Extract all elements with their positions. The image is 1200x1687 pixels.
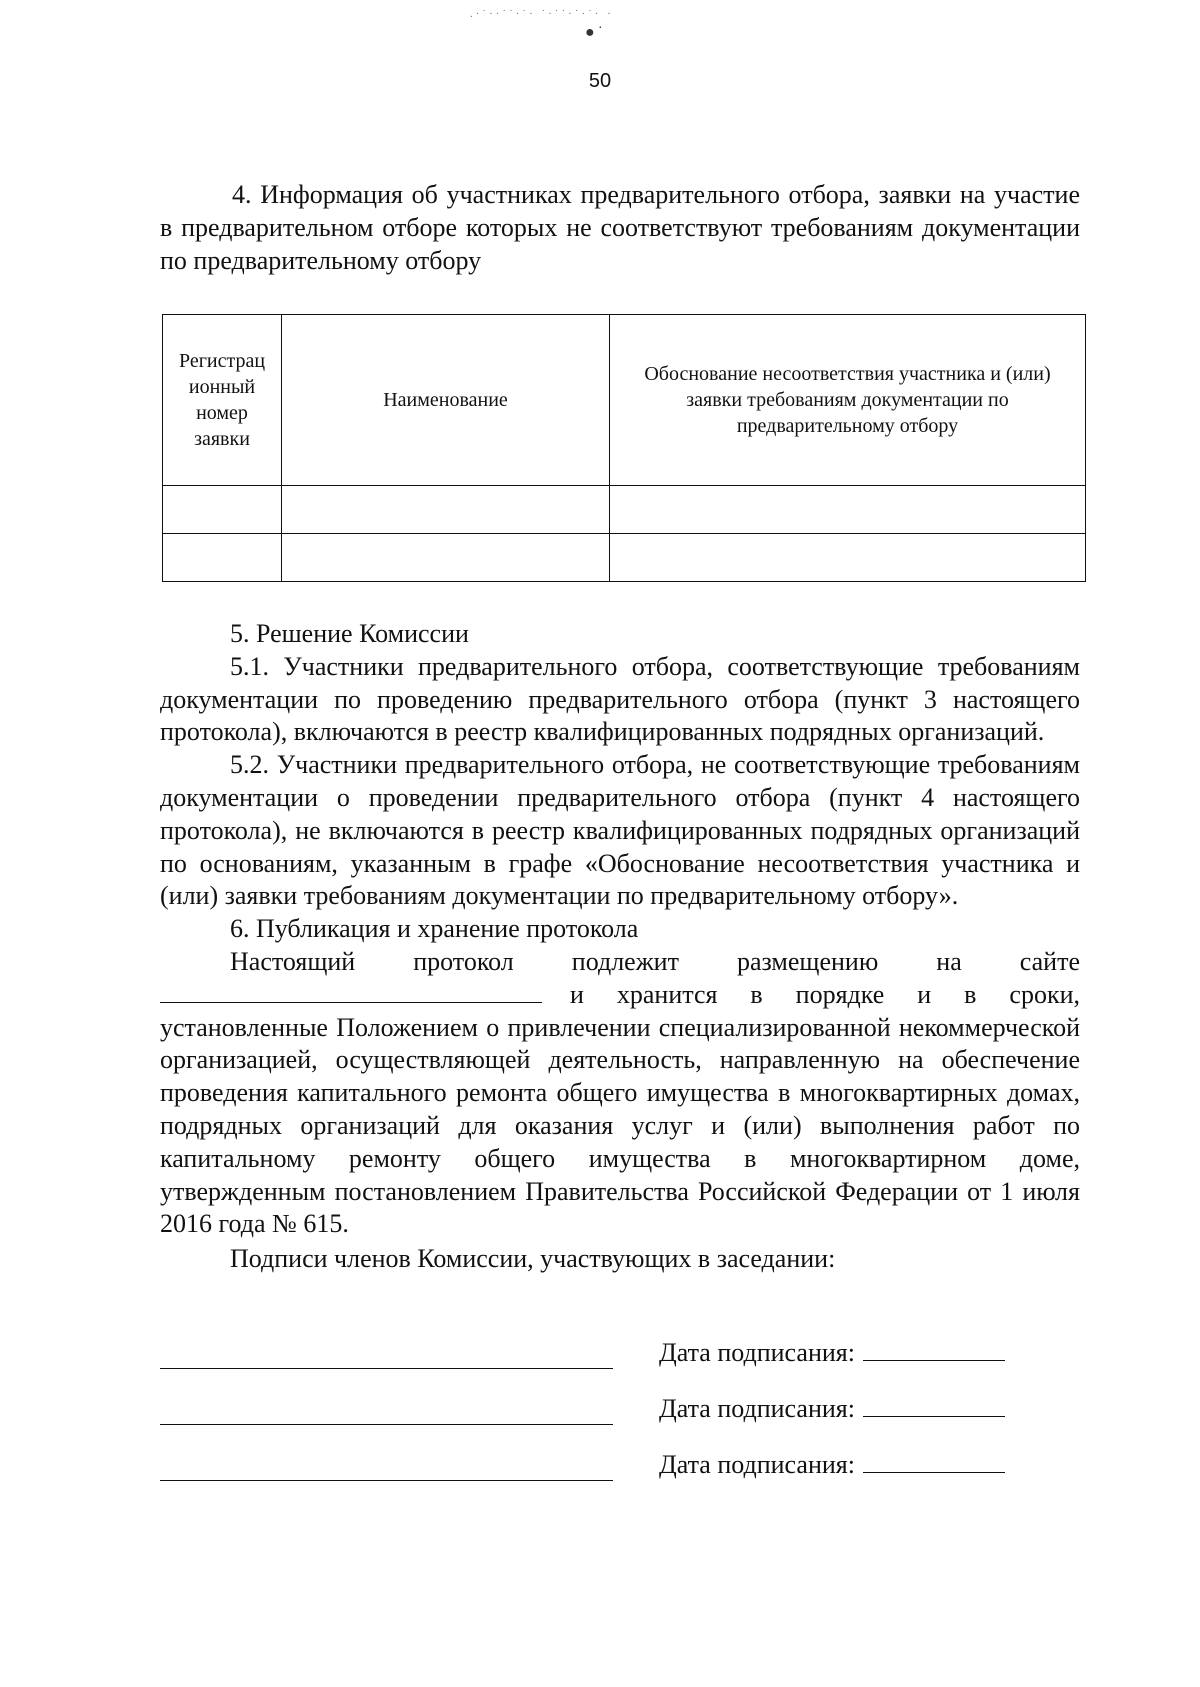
section-5-1-paragraph: 5.1. Участники предварительного отбора, соответствующие требованиям документации по проведению предварительного отбора (пункт 3 настоящего протокола), включаются в реестр квалифицированных подрядных организаций. — [160, 651, 1080, 747]
signing-date — [659, 1449, 1005, 1481]
table-cell — [282, 486, 610, 534]
section-6-paragraph-rest: и хранится в порядке и в сроки, установленные Положением о привлечении специализированной некоммерческой организацией, осуществляющей деятельность, направленную на обеспечение проведения капитального ремонта общего имущества в многоквартирных домах, подрядных организаций для оказания услуг и (или) выполнения работ по капитальному ремонту общего имущества в многоквартирном доме, утвержденным постановлением Правительства Российской Федерации от 1 июля 2016 года № 615. — [160, 979, 1080, 1239]
signature-row — [160, 1425, 1080, 1481]
signing-date-label: Дата подписания: — [659, 1393, 855, 1423]
section-5-heading: 5. Решение Комиссии — [230, 619, 469, 648]
table-row — [163, 534, 1086, 582]
table-cell — [163, 486, 282, 534]
signatures-intro: Подписи членов Комиссии, участвующих в заседании: — [230, 1244, 836, 1274]
document-body — [160, 178, 1080, 1481]
header-name: Наименование — [282, 315, 610, 486]
table-cell — [610, 534, 1086, 582]
scan-noise: ●˙ — [585, 24, 606, 41]
section-4-heading: 4. Информация об участниках предварительного отбора, заявки на участие в предварительном отборе которых не соответствуют требованиям документации по предварительному отбору — [160, 180, 1080, 275]
header-justification: Обоснование несоответствия участника и (или) заявки требованиям документации по предварительному отбору — [610, 315, 1086, 486]
section-6-paragraph — [160, 979, 1080, 1241]
table-cell — [610, 486, 1086, 534]
page-number: 50 — [588, 70, 612, 92]
signing-date — [659, 1337, 1005, 1369]
date-blank-line — [863, 1338, 1005, 1361]
table-cell — [163, 534, 282, 582]
date-blank-line — [863, 1394, 1005, 1417]
header-registration-number: Регистрац ионный номер заявки — [163, 315, 282, 486]
table-row — [163, 486, 1086, 534]
signature-line — [160, 1338, 613, 1369]
signing-date-label: Дата подписания: — [659, 1337, 855, 1367]
table-header-row — [163, 315, 1086, 486]
section-6-heading: 6. Публикация и хранение протокола — [230, 914, 639, 944]
nonconforming-participants-table — [162, 314, 1086, 582]
scan-noise: .·˙··˙˙·˙· ˙·˙˙·˙·˙· · — [470, 8, 614, 20]
signature-row — [160, 1313, 1080, 1369]
section-5-2-paragraph: 5.2. Участники предварительного отбора, не соответствующие требованиям документации о проведении предварительного отбора (пункт 4 настоящего протокола), не включаются в реестр квалифицированных подрядных организаций по основаниям, указанным в графе «Обоснование несоответствия участника и (или) заявки требованиям документации по предварительному отбору». — [160, 750, 1080, 911]
signature-line — [160, 1450, 613, 1481]
table-cell — [282, 534, 610, 582]
section-6-paragraph-start: Настоящий протокол подлежит размещению на сайте — [230, 946, 1080, 976]
signature-row — [160, 1369, 1080, 1425]
date-blank-line — [863, 1450, 1005, 1473]
signature-line — [160, 1394, 613, 1425]
signing-date-label: Дата подписания: — [659, 1449, 855, 1479]
website-blank-line — [160, 980, 542, 1003]
signature-block — [160, 1313, 1080, 1481]
signing-date — [659, 1393, 1005, 1425]
